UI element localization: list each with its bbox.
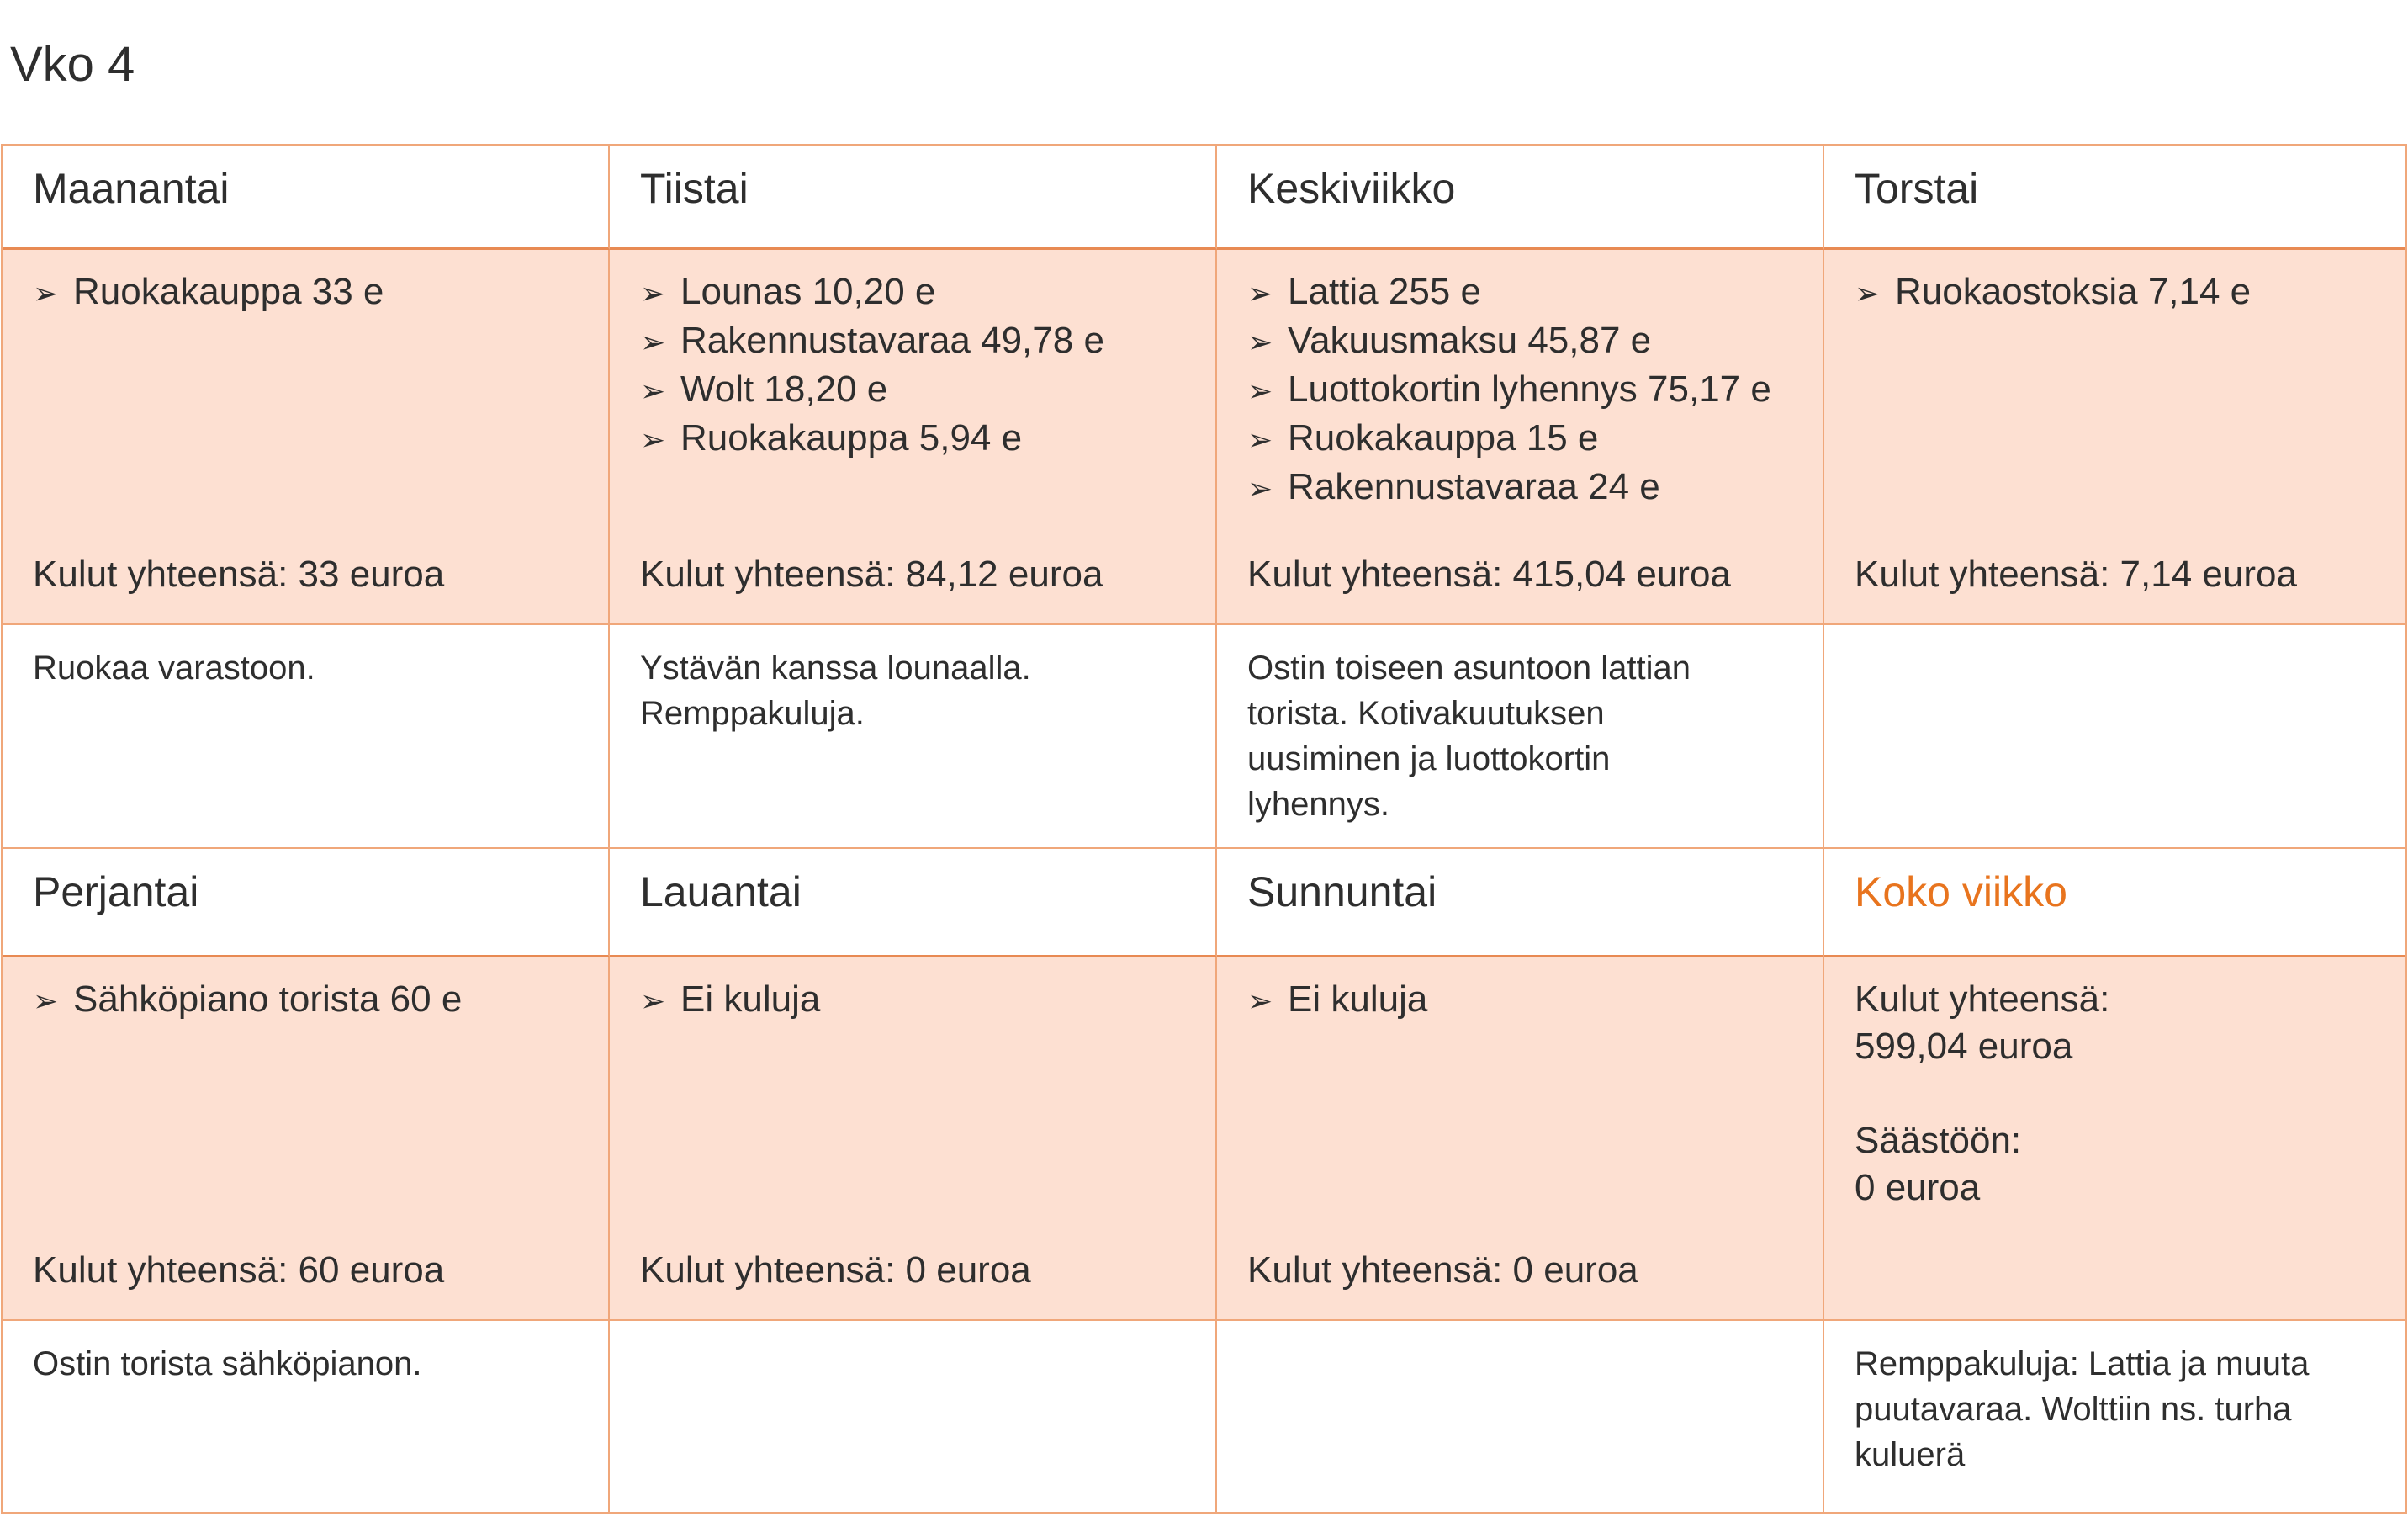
arrow-bullet-icon: ➢	[640, 984, 666, 1018]
expense-item: ➢ Rakennustavaraa 24 e	[1247, 464, 1792, 512]
expenses-keskiviikko	[1217, 250, 1824, 625]
note-line: puutavaraa. Wolttiin ns. turha	[1855, 1391, 2292, 1428]
day-total: Kulut yhteensä: 0 euroa	[1247, 1249, 1638, 1291]
expense-item: ➢ Luottokortin lyhennys 75,17 e	[1247, 366, 1792, 415]
expense-item: ➢ Sähköpiano torista 60 e	[33, 976, 578, 1025]
expense-item: ➢ Rakennustavaraa 49,78 e	[640, 317, 1185, 366]
header-lauantai: Lauantai	[610, 849, 1217, 957]
week-table	[1, 144, 2407, 1514]
note-line: Remppakuluja: Lattia ja muuta	[1855, 1345, 2310, 1382]
week-total-label: Kulut yhteensä:	[1855, 978, 2110, 1020]
header-perjantai: Perjantai	[3, 849, 610, 957]
header-tiistai: Tiistai	[610, 146, 1217, 250]
expense-item: ➢ Lattia 255 e	[1247, 268, 1792, 317]
expense-list	[640, 268, 1185, 464]
page-title: Vko 4	[10, 37, 135, 92]
note-sunnuntai	[1217, 1321, 1824, 1512]
header-sunnuntai: Sunnuntai	[1217, 849, 1824, 957]
arrow-bullet-icon: ➢	[33, 276, 59, 310]
expense-item: ➢ Wolt 18,20 e	[640, 366, 1185, 415]
week-summary	[1855, 976, 2375, 1212]
expense-item: ➢ Ruokakauppa 33 e	[33, 268, 578, 317]
arrow-bullet-icon: ➢	[640, 374, 666, 408]
arrow-bullet-icon: ➢	[33, 984, 59, 1018]
expenses-sunnuntai	[1217, 957, 1824, 1321]
arrow-bullet-icon: ➢	[1247, 471, 1273, 506]
expense-item: ➢ Ruokakauppa 15 e	[1247, 415, 1792, 464]
arrow-bullet-icon: ➢	[640, 325, 666, 359]
note-line: Ystävän kanssa lounaalla.	[640, 650, 1031, 687]
expense-item: ➢ Vakuusmaksu 45,87 e	[1247, 317, 1792, 366]
note-maanantai: Ruokaa varastoon.	[3, 625, 610, 849]
expenses-perjantai	[3, 957, 610, 1321]
day-total: Kulut yhteensä: 33 euroa	[33, 554, 445, 595]
day-total: Kulut yhteensä: 415,04 euroa	[1247, 554, 1731, 595]
expenses-lauantai	[610, 957, 1217, 1321]
expense-item: ➢ Ei kuluja	[640, 976, 1185, 1025]
expense-list	[1247, 976, 1792, 1025]
expense-list	[1247, 268, 1792, 512]
note-line: Ostin toiseen asuntoon lattian	[1247, 650, 1691, 687]
expenses-tiistai	[610, 250, 1217, 625]
note-koko-viikko	[1824, 1321, 2405, 1512]
arrow-bullet-icon: ➢	[640, 422, 666, 457]
note-keskiviikko	[1217, 625, 1824, 849]
note-lauantai	[610, 1321, 1217, 1512]
note-perjantai: Ostin torista sähköpianon.	[3, 1321, 610, 1512]
week-savings-label: Säästöön:	[1855, 1120, 2022, 1161]
arrow-bullet-icon: ➢	[1855, 276, 1881, 310]
expense-list	[33, 268, 578, 317]
arrow-bullet-icon: ➢	[1247, 374, 1273, 408]
expenses-maanantai	[3, 250, 610, 625]
expenses-koko-viikko	[1824, 957, 2405, 1321]
week-savings-value: 0 euroa	[1855, 1167, 1981, 1208]
header-maanantai: Maanantai	[3, 146, 610, 250]
expense-list	[1855, 268, 2375, 317]
header-keskiviikko: Keskiviikko	[1217, 146, 1824, 250]
expense-list	[640, 976, 1185, 1025]
expense-item: ➢ Ruokakauppa 5,94 e	[640, 415, 1185, 464]
expense-item: ➢ Lounas 10,20 e	[640, 268, 1185, 317]
note-line: lyhennys.	[1247, 786, 1389, 823]
expenses-torstai	[1824, 250, 2405, 625]
note-torstai	[1824, 625, 2405, 849]
note-line: uusiminen ja luottokortin	[1247, 740, 1611, 777]
day-total: Kulut yhteensä: 60 euroa	[33, 1249, 445, 1291]
note-tiistai	[610, 625, 1217, 849]
week-total-value: 599,04 euroa	[1855, 1026, 2073, 1067]
arrow-bullet-icon: ➢	[640, 276, 666, 310]
day-total: Kulut yhteensä: 0 euroa	[640, 1249, 1031, 1291]
header-koko-viikko: Koko viikko	[1824, 849, 2405, 957]
arrow-bullet-icon: ➢	[1247, 325, 1273, 359]
arrow-bullet-icon: ➢	[1247, 984, 1273, 1018]
expense-list	[33, 976, 578, 1025]
expense-item: ➢ Ruokaostoksia 7,14 e	[1855, 268, 2375, 317]
note-line: kuluerä	[1855, 1436, 1966, 1473]
header-torstai: Torstai	[1824, 146, 2405, 250]
note-line: torista. Kotivakuutuksen	[1247, 695, 1605, 732]
arrow-bullet-icon: ➢	[1247, 276, 1273, 310]
note-line: Remppakuluja.	[640, 695, 865, 732]
day-total: Kulut yhteensä: 84,12 euroa	[640, 554, 1103, 595]
expense-item: ➢ Ei kuluja	[1247, 976, 1792, 1025]
day-total: Kulut yhteensä: 7,14 euroa	[1855, 554, 2297, 595]
arrow-bullet-icon: ➢	[1247, 422, 1273, 457]
